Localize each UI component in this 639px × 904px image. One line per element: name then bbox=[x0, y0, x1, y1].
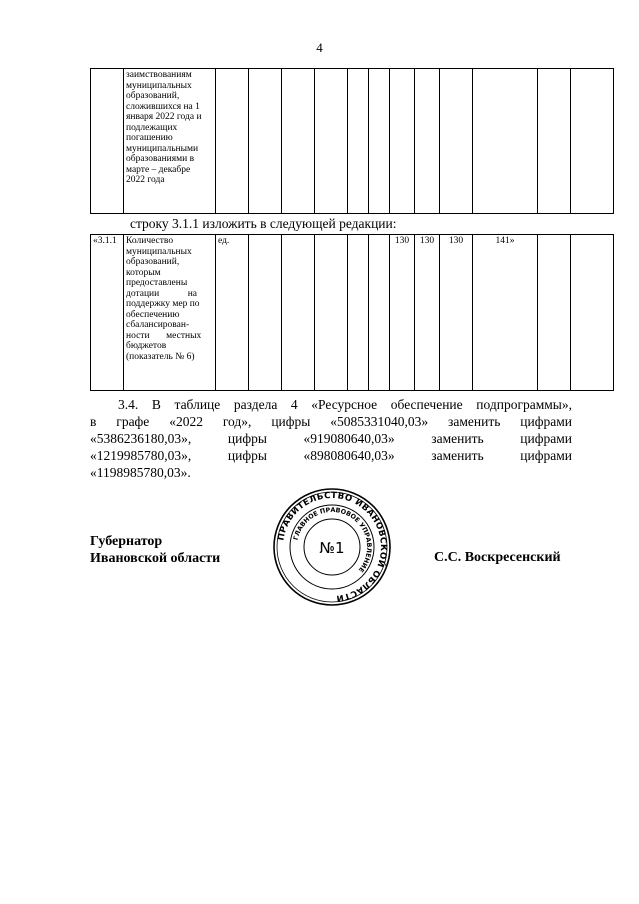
table-cell bbox=[282, 235, 315, 391]
text-line: ности местных bbox=[126, 330, 202, 341]
paragraph-line: 3.4. В таблице раздела 4 «Ресурсное обеспечение подпрограммы», bbox=[118, 397, 572, 412]
text-line: сложившихся на 1 bbox=[126, 101, 200, 112]
table-cell bbox=[473, 69, 538, 214]
value-cell: 130 bbox=[415, 235, 440, 391]
text-line: марте – декабре bbox=[126, 164, 191, 175]
text-line: подлежащих bbox=[126, 122, 178, 133]
table-cell bbox=[369, 69, 390, 214]
text-line: Количество bbox=[126, 236, 174, 246]
amendment-paragraph bbox=[90, 396, 572, 481]
value-cell: 130 bbox=[440, 235, 473, 391]
table-cell bbox=[249, 235, 282, 391]
indicator-name-cell bbox=[124, 235, 216, 391]
seal-inner-text: ГЛАВНОЕ ПРАВОВОЕ УПРАВЛЕНИЕ bbox=[291, 505, 374, 574]
page-number: 4 bbox=[316, 40, 323, 55]
text-line: образованиями в bbox=[126, 154, 195, 164]
table-cell bbox=[571, 69, 614, 214]
value-cell: 130 bbox=[390, 235, 415, 391]
text-line: дотации на bbox=[126, 288, 197, 299]
value-cell: 141» bbox=[473, 235, 538, 391]
text-line: сбалансирован- bbox=[126, 320, 190, 330]
instruction-text: строку 3.1.1 изложить в следующей редакции: bbox=[130, 216, 397, 231]
indicator-name-cell bbox=[124, 69, 216, 214]
text-line: муниципальных bbox=[126, 80, 192, 91]
text-line: (показатель № 6) bbox=[126, 351, 195, 362]
table-cell bbox=[216, 69, 249, 214]
table-row bbox=[91, 235, 614, 391]
row-number-cell: «3.1.1 bbox=[91, 235, 124, 391]
table-cell bbox=[315, 69, 348, 214]
paragraph-line: «1198985780,03». bbox=[90, 465, 191, 480]
table-cell bbox=[369, 235, 390, 391]
official-seal bbox=[272, 487, 392, 607]
unit-cell: ед. bbox=[216, 235, 249, 391]
paragraph-line: в графе «2022 год», цифры «5085331040,03» заменить цифрами bbox=[90, 414, 572, 429]
table-continuation bbox=[90, 68, 614, 214]
position-title: Губернатор bbox=[90, 534, 163, 549]
text-line: погашению bbox=[126, 133, 173, 143]
paragraph-line: «5386236180,03», цифры «919080640,03» заменить цифрами bbox=[90, 431, 572, 446]
paragraph-line: «1219985780,03», цифры «898080640,03» заменить цифрами bbox=[90, 448, 572, 463]
table-replacement-row bbox=[90, 234, 614, 391]
text-line: предоставлены bbox=[126, 278, 188, 288]
text-line: бюджетов bbox=[126, 341, 167, 351]
text-line: которым bbox=[126, 267, 161, 278]
table-cell bbox=[315, 235, 348, 391]
signature-position bbox=[90, 533, 220, 567]
text-line: образований, bbox=[126, 91, 180, 101]
text-line: муниципальных bbox=[126, 246, 192, 257]
table-cell bbox=[282, 69, 315, 214]
signatory-name: С.С. Воскресенский bbox=[434, 550, 561, 565]
table-cell bbox=[348, 235, 369, 391]
table-cell bbox=[249, 69, 282, 214]
text-line: заимствованиям bbox=[126, 70, 192, 80]
table-cell bbox=[348, 69, 369, 214]
table-cell bbox=[538, 235, 571, 391]
text-line: января 2022 года и bbox=[126, 112, 202, 122]
text-line: обеспечению bbox=[126, 309, 180, 320]
table-cell bbox=[390, 69, 415, 214]
text-line: образований, bbox=[126, 257, 180, 267]
seal-outer-text: ПРАВИТЕЛЬСТВО ИВАНОВСКОЙ ОБЛАСТИ bbox=[276, 490, 389, 603]
table-cell bbox=[571, 235, 614, 391]
table-cell bbox=[91, 69, 124, 214]
text-line: муниципальными bbox=[126, 143, 199, 154]
seal-center-text: №1 bbox=[319, 539, 345, 557]
table-cell bbox=[440, 69, 473, 214]
table-row bbox=[91, 69, 614, 214]
position-region: Ивановской области bbox=[90, 551, 221, 566]
text-line: 2022 года bbox=[126, 175, 165, 185]
table-cell bbox=[415, 69, 440, 214]
table-cell bbox=[538, 69, 571, 214]
text-line: поддержку мер по bbox=[126, 299, 200, 309]
